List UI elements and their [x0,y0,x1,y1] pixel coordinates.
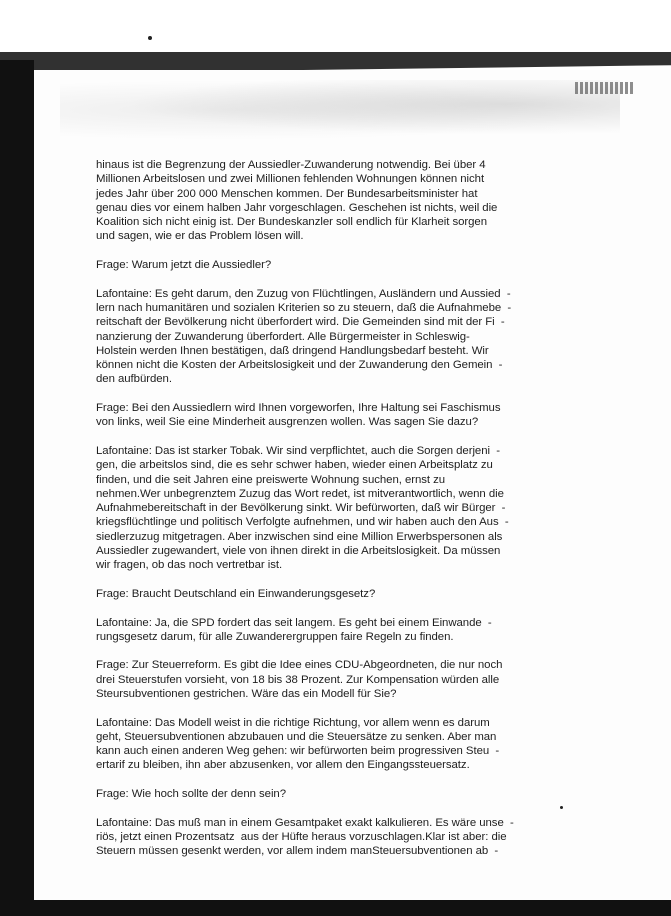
answer-paragraph [96,616,556,645]
text-line: kann auch einen anderen Weg gehen: wir befürworten beim progressiven Steu - [96,745,500,758]
answer-paragraph [96,287,556,387]
text-line: nehmen.Wer unbegrenztem Zuzug das Wort redet, ist mitverantwortlich, wenn die [96,487,504,500]
scan-left-shadow [0,60,34,916]
text-line: und sagen, wie er das Problem lösen will. [96,230,304,243]
text-line: gen, die arbeitslos sind, die es sehr schwer haben, wieder einen Arbeitsplatz zu [96,459,493,472]
text-line: Aussiedler zugewandert, viele von ihnen direkt in die Arbeitslosigkeit. Da müssen [96,545,501,558]
question-paragraph [96,587,556,601]
text-line: Lafontaine: Das ist starker Tobak. Wir sind verpflichtet, auch die Sorgen derjeni - [96,444,500,457]
scan-bottom-shadow [0,900,671,916]
text-line: Lafontaine: Das muß man in einem Gesamtpaket exakt kalkulieren. Es wäre unse - [96,816,514,829]
answer-paragraph [96,444,556,573]
text-line: nanzierung der Zuwanderung überfordert. Alle Bürgermeister in Schleswig- [96,330,470,343]
text-line: rungsgesetz darum, für alle Zuwanderergruppen faire Regeln zu finden. [96,630,454,643]
text-line: kriegsflüchtlinge und politisch Verfolgte aufnehmen, und wir haben auch den Aus - [96,516,509,529]
text-line: Lafontaine: Es geht darum, den Zuzug von Flüchtlingen, Ausländern und Aussied - [96,287,511,300]
text-line: reitschaft der Bevölkerung nicht überfordert wird. Die Gemeinden sind mit der Fi - [96,316,505,329]
question-paragraph [96,658,556,701]
text-line: den aufbürden. [96,373,172,386]
text-line: Frage: Bei den Aussiedlern wird Ihnen vorgeworfen, Ihre Haltung sei Faschismus [96,402,501,415]
answer-paragraph [96,716,556,773]
text-line: Holstein werden Ihnen bestätigen, daß dringend Handlungsbedarf besteht. Wir [96,344,489,357]
faded-header-smudge [60,80,620,140]
text-line: siedlerzuzug mitgetragen. Aber inzwischen sind eine Million Erwerbspersonen als [96,530,503,543]
text-line: Steursubventionen gestrichen. Wäre das ein Modell für Sie? [96,687,397,700]
text-line: Lafontaine: Ja, die SPD fordert das seit langem. Es geht bei einem Einwande - [96,616,492,629]
text-line: genau dies vor einem halben Jahr vorgeschlagen. Geschehen ist nichts, weil die [96,201,498,214]
text-line: wir fragen, ob das noch vertretbar ist. [96,559,283,572]
text-line: Frage: Zur Steuerreform. Es gibt die Idee eines CDU-Abgeordneten, die nur noch [96,659,503,672]
text-line: Lafontaine: Das Modell weist in die richtige Richtung, vor allem wenn es darum [96,716,490,729]
answer-paragraph [96,816,556,859]
text-line: Millionen Arbeitslosen und zwei Millionen fehlenden Wohnungen können nicht [96,173,485,186]
scan-speck [148,36,152,40]
text-line: Koalition sich nicht einig ist. Der Bundeskanzler soll endlich für Klarheit sorgen [96,216,487,229]
text-line: Steuern müssen gesenkt werden, vor allem indem manSteuersubventionen ab - [96,845,499,858]
text-line: Frage: Warum jetzt die Aussiedler? [96,259,272,272]
interview-text [96,158,556,873]
text-line: drei Steuerstufen vorsieht, von 18 bis 38 Prozent. Zur Kompensation würden alle [96,673,500,686]
question-paragraph [96,258,556,272]
text-line: Frage: Braucht Deutschland ein Einwanderungsgesetz? [96,587,376,600]
faded-header-mark [575,82,635,94]
text-line: riös, jetzt einen Prozentsatz aus der Hüfte heraus vorzuschlagen.Klar ist aber: die [96,830,507,843]
text-line: von links, weil Sie eine Minderheit ausgrenzen wollen. Was sagen Sie dazu? [96,416,479,429]
question-paragraph [96,401,556,430]
text-line: jedes Jahr über 200 000 Menschen kommen. Der Bundesarbeitsminister hat [96,187,478,200]
text-line: ertarif zu bleiben, ihn aber abzusenken, vor allem den Eingangssteuersatz. [96,759,470,772]
text-line: Frage: Wie hoch sollte der denn sein? [96,788,287,801]
text-line: hinaus ist die Begrenzung der Aussiedler-Zuwanderung notwendig. Bei über 4 [96,159,486,171]
text-line: lern nach humanitären und sozialen Kriterien so zu steuern, daß die Aufnahmebe - [96,301,512,314]
answer-paragraph [96,158,556,244]
text-line: Aufnahmebereitschaft in der Bevölkerung sinkt. Wir befürworten, daß wir Bürger - [96,502,506,515]
question-paragraph [96,787,556,801]
text-line: geht, Steuersubventionen abzubauen und die Steuersätze zu senken. Aber man [96,730,497,743]
scan-speck [560,806,563,809]
text-line: können nicht die Kosten der Arbeitslosigkeit und der Zuwanderung den Gemein - [96,359,503,372]
text-line: finden, und die seit Jahren eine preiswerte Wohnung suchen, ernst zu [96,473,446,486]
